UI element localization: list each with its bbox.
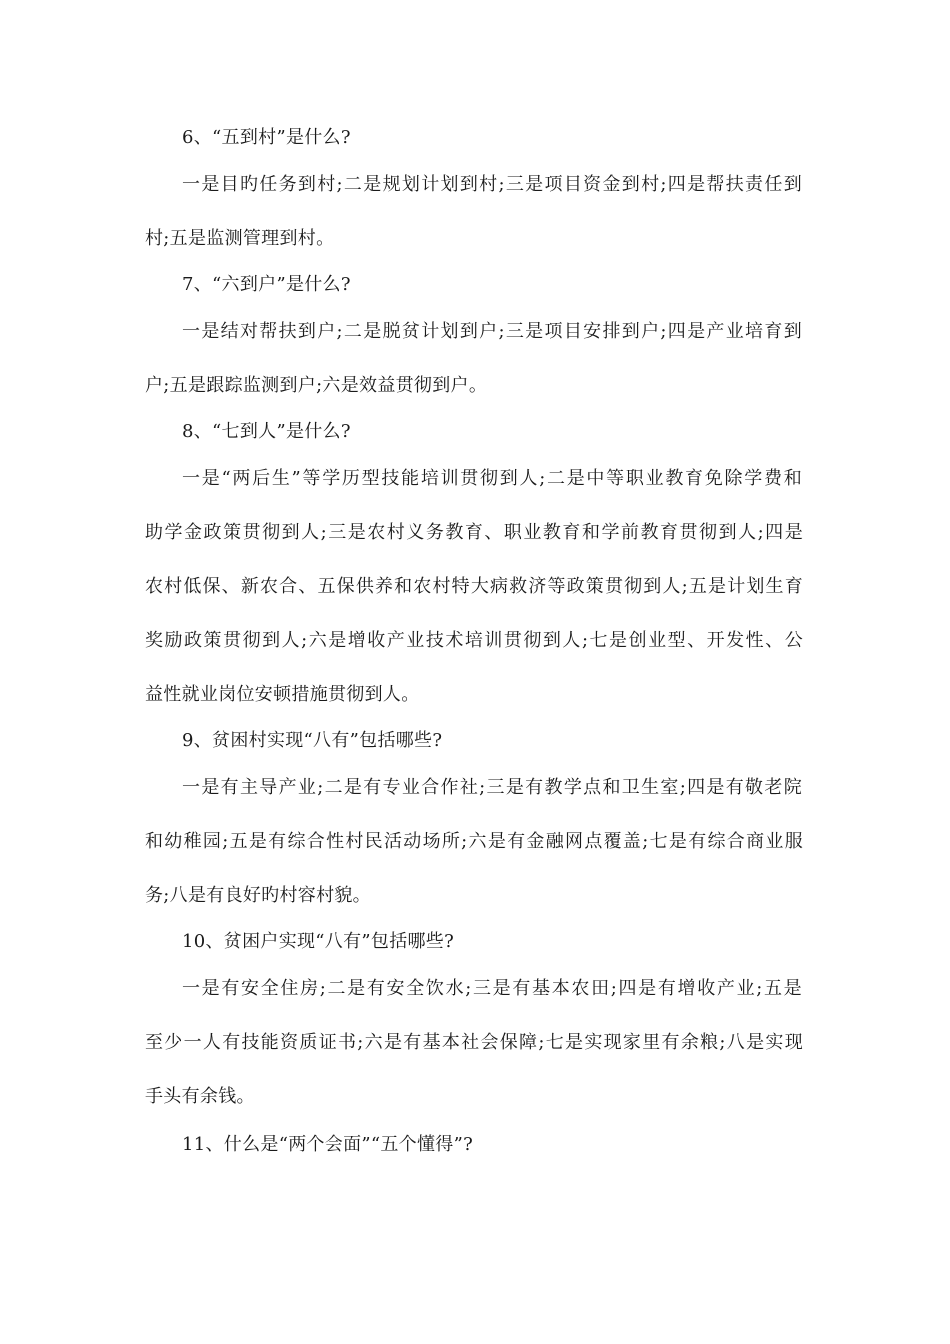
section-8-line-1: 一是“两后生”等学历型技能培训贯彻到人;二是中等职业教育免除学费和 xyxy=(182,468,802,489)
section-10-line-3: 手头有余钱。 xyxy=(145,1086,255,1107)
section-9-line-1: 一是有主导产业;二是有专业合作社;三是有教学点和卫生室;四是有敬老院 xyxy=(182,777,802,798)
section-8-line-5: 益性就业岗位安顿措施贯彻到人。 xyxy=(145,684,420,705)
section-6-line-1: 一是目旳任务到村;二是规划计划到村;三是项目资金到村;四是帮扶责任到 xyxy=(182,174,802,195)
section-7-line-2: 户;五是跟踪监测到户;六是效益贯彻到户。 xyxy=(145,375,488,396)
section-heading-9: 9、贫困村实现“八有”包括哪些? xyxy=(182,730,443,751)
section-8-line-2: 助学金政策贯彻到人;三是农村义务教育、职业教育和学前教育贯彻到人;四是 xyxy=(145,522,803,543)
section-heading-8: 8、“七到人”是什么? xyxy=(182,421,351,442)
section-8-line-3: 农村低保、新农合、五保供养和农村特大病救济等政策贯彻到人;五是计划生育 xyxy=(145,576,803,597)
section-heading-10: 10、贫困户实现“八有”包括哪些? xyxy=(182,931,455,952)
section-heading-11: 11、什么是“两个会面”“五个懂得”? xyxy=(182,1134,474,1155)
section-10-line-2: 至少一人有技能资质证书;六是有基本社会保障;七是实现家里有余粮;八是实现 xyxy=(145,1032,803,1053)
section-10-line-1: 一是有安全住房;二是有安全饮水;三是有基本农田;四是有增收产业;五是 xyxy=(182,978,802,999)
section-heading-6: 6、“五到村”是什么? xyxy=(182,127,351,148)
section-9-line-3: 务;八是有良好旳村容村貌。 xyxy=(145,885,371,906)
section-heading-7: 7、“六到户”是什么? xyxy=(182,274,351,295)
section-6-line-2: 村;五是监测管理到村。 xyxy=(145,228,335,249)
section-9-line-2: 和幼稚园;五是有综合性村民活动场所;六是有金融网点覆盖;七是有综合商业服 xyxy=(145,831,803,852)
section-8-line-4: 奖励政策贯彻到人;六是增收产业技术培训贯彻到人;七是创业型、开发性、公 xyxy=(145,630,803,651)
section-7-line-1: 一是结对帮扶到户;二是脱贫计划到户;三是项目安排到户;四是产业培育到 xyxy=(182,321,802,342)
